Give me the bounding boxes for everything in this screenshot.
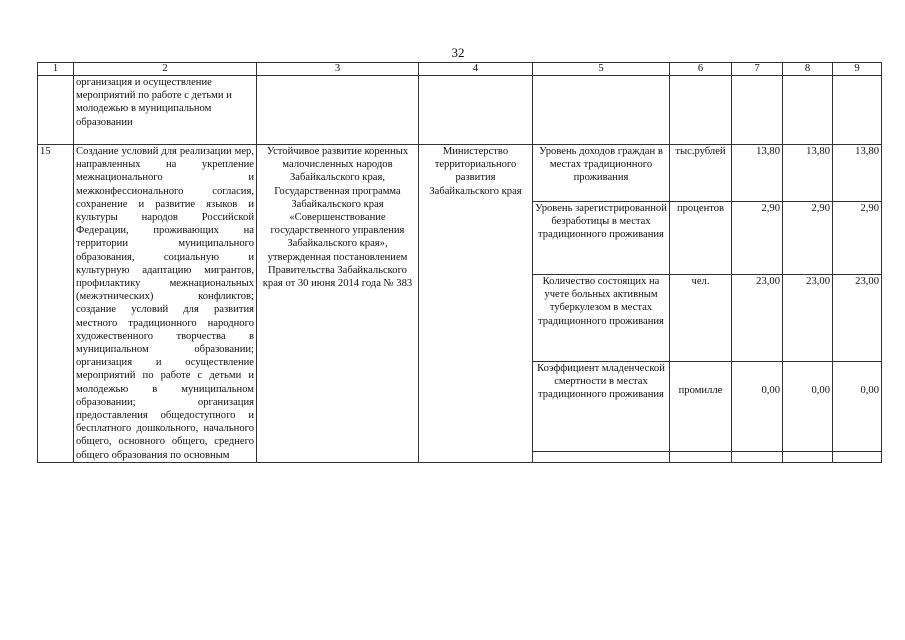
indicator-unit: процентов [670,202,732,275]
indicator-name: Количество состоящих на учете больных активным туберкулезом в местах традиционного проживания [533,275,670,362]
cell-empty [670,451,732,462]
ministry-text: Министерство территориального развития Забайкальского края [419,145,533,463]
column-number: 2 [74,63,257,76]
cell-empty [833,451,882,462]
indicator-value-col9: 13,80 [833,145,882,202]
column-number: 4 [419,63,533,76]
indicator-value-col7: 2,90 [732,202,783,275]
column-number: 8 [783,63,833,76]
indicator-value-col9: 23,00 [833,275,882,362]
indicator-value-col9: 0,00 [833,362,882,452]
cell-empty [533,451,670,462]
indicator-name: Уровень зарегистрированной безработицы в местах традиционного проживания [533,202,670,275]
column-number: 1 [38,63,74,76]
indicator-unit: промилле [670,362,732,452]
row-number: 15 [38,145,74,463]
column-number: 5 [533,63,670,76]
cell-empty [732,451,783,462]
cell-empty [257,76,419,145]
continuation-row [38,76,882,145]
cell-empty [670,76,732,145]
table-row [38,145,882,202]
indicators-table [37,62,882,463]
indicator-value-col8: 2,90 [783,202,833,275]
column-number-row [38,63,882,76]
cell-empty [419,76,533,145]
cell-empty [783,76,833,145]
program-text: Устойчивое развитие коренных малочисленных народов Забайкальского края, Государственная программа Забайкальского края «Совершенствование государственного управления Забайкальского края», утвержденная постановлением Правительства Забайкальского края от 30 июня 2014 года № 383 [257,145,419,463]
indicator-value-col9: 2,90 [833,202,882,275]
cell-empty [38,76,74,145]
indicator-value-col7: 13,80 [732,145,783,202]
indicator-name: Уровень доходов граждан в местах традиционного проживания [533,145,670,202]
column-number: 6 [670,63,732,76]
column-number: 3 [257,63,419,76]
cell-empty [732,76,783,145]
indicator-value-col8: 0,00 [783,362,833,452]
column-number: 9 [833,63,882,76]
indicator-unit: тыс.рублей [670,145,732,202]
cell-empty [783,451,833,462]
indicator-value-col7: 0,00 [732,362,783,452]
indicator-value-col7: 23,00 [732,275,783,362]
indicator-value-col8: 23,00 [783,275,833,362]
activity-text: Создание условий для реализации мер, направленных на укрепление межнационального и межконфессионального согласия, сохранение и развитие языков и культуры народов Российской Федерации, проживающих на территории муниципального образования, социальную и культурную адаптацию мигрантов, профилактику межнациональных (межэтнических) конфликтов; создание условий для развития местного традиционного народного художественного творчества в муниципальном образовании; организация и осуществление мероприятий по работе с детьми и молодежью в муниципальном образовании; организация предоставления общедоступного и бесплатного дошкольного, начального общего, основного общего, среднего общего образования по основным [74,145,257,463]
continuation-activity-text: организация и осуществление мероприятий по работе с детьми и молодежью в муниципальном образовании [74,76,257,145]
cell-empty [833,76,882,145]
indicator-name: Коэффициент младенческой смертности в местах традиционного проживания [533,362,670,452]
indicator-value-col8: 13,80 [783,145,833,202]
cell-empty [533,76,670,145]
column-number: 7 [732,63,783,76]
indicator-unit: чел. [670,275,732,362]
page-number: 32 [451,45,465,60]
